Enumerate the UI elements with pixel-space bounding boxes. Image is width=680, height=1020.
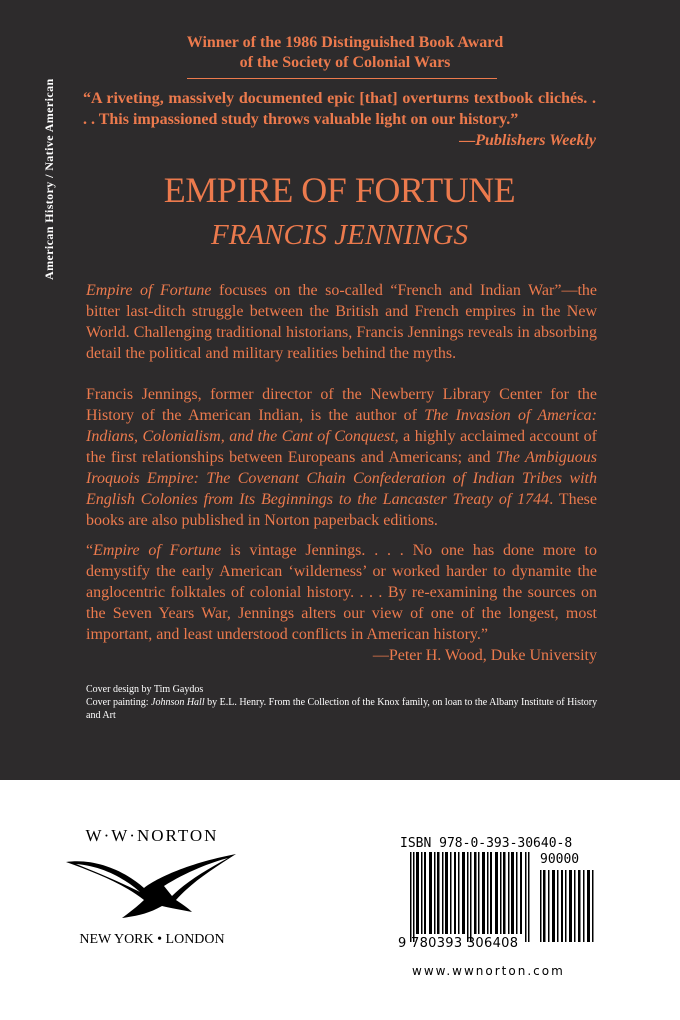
seagull-logo-icon [64, 852, 240, 924]
award-banner [95, 33, 595, 73]
quote-attribution: —Publishers Weekly [459, 132, 596, 149]
publisher-cities: NEW YORK • LONDON [79, 932, 225, 947]
painting-title: Johnson Hall [151, 697, 205, 708]
book-title: EMPIRE OF FORTUNE [163, 170, 516, 210]
bio-book-1: The Invasion of America: Indians, Colonialism, and the Cant of Conquest [86, 407, 597, 445]
publisher-website: www.wwnorton.com [412, 964, 565, 978]
bio-book-2: The Ambiguous Iroquois Empire: The Covenant Chain Confederation of Indian Tribes with English Colonies from Its Beginnings to the Lancaster Treaty of 1744 [86, 449, 597, 508]
barcode-number: 9 780393 306408 [398, 936, 519, 951]
divider [187, 78, 497, 79]
award-line-1: Winner of the 1986 Distinguished Book Award [186, 34, 504, 51]
painting-credit-prefix: Cover painting: [86, 697, 151, 708]
bio-text-3: . These books are also published in Norton paperback editions. [86, 491, 598, 529]
addon-barcode [540, 870, 596, 942]
review-open-quote: “ [86, 542, 94, 559]
cover-credits [86, 683, 606, 722]
book-author: FRANCIS JENNINGS [211, 219, 468, 251]
ean-barcode [410, 852, 530, 942]
painting-credit-rest: by E.L. Henry. From the Collection of the Knox family, on loan to the Albany Institute of History and Art [86, 697, 598, 721]
description-text: focuses on the so-called “French and Indian War”—the bitter last-ditch struggle between the British and French empires in the New World. Challenging traditional historians, Francis Jennings reveals in absorbing detail the political and military realities behind the myths. [86, 282, 598, 362]
review-text: is vintage Jennings. . . . No one has done more to demystify the early American ‘wilderness’ or worked harder to dynamite the anglocentric folktales of colonial history. . . . By re-examining the sources on the Seven Years War, Jennings alters our view of one of the longest, most important, and least understood conflicts in American history.” [86, 542, 598, 643]
review-paragraph [86, 540, 597, 666]
isbn-label: ISBN 978-0-393-30640-8 [400, 836, 573, 851]
description-book-title: Empire of Fortune [86, 282, 212, 299]
design-credit: Cover design by Tim Gaydos [86, 684, 204, 695]
price-code: 90000 [540, 852, 580, 867]
description-paragraph [86, 280, 597, 364]
publishers-weekly-quote [83, 88, 596, 151]
bio-text-2: , a highly acclaimed account of the first relationships between Europeans and Americans; and [86, 428, 597, 466]
author-bio-paragraph [86, 384, 597, 531]
category-label: American History / Native American [42, 78, 56, 280]
review-attribution: —Peter H. Wood, Duke University [372, 647, 597, 664]
review-book-title: Empire of Fortune [93, 542, 222, 559]
award-line-2: of the Society of Colonial Wars [239, 54, 451, 71]
bio-text-1: Francis Jennings, former director of the Newberry Library Center for the History of the American Indian, is the author of [86, 386, 597, 424]
quote-text: “A riveting, massively documented epic [that] overturns textbook clichés. . . . This impassioned study throws valuable light on our history.” [83, 90, 596, 128]
publisher-name: W·W·NORTON [85, 826, 219, 845]
